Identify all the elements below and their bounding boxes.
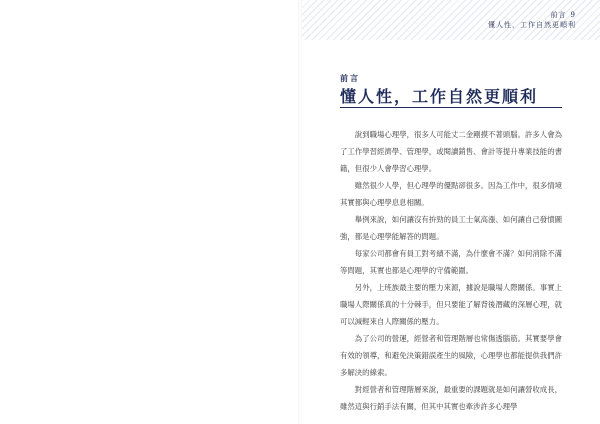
header-section-label: 前言 xyxy=(550,11,567,19)
title-divider xyxy=(340,107,562,108)
body-text xyxy=(340,126,562,415)
running-header-section xyxy=(551,10,576,20)
paragraph: 每家公司都會有員工對考績不滿，為什麼會不滿？如何消除不滿等問題，其實也都是心理學的守備範圍。 xyxy=(340,249,562,275)
chapter-title: 懂人性，工作自然更順利 xyxy=(340,87,539,106)
page-number: 9 xyxy=(570,11,576,19)
running-header-title: 懂人性，工作自然更順利 xyxy=(488,21,576,29)
paragraph: 對經營者和管理階層來說，最重要的課題就是如何讓營收成長，雖然這與行銷手法有關，但其中其實也牽涉許多心理學 xyxy=(340,385,562,411)
paragraph: 為了公司的營運，經營者和管理階層也常傷透腦筋。其實要學會有效的領導，和避免決策錯誤產生的風險，心理學也都能提供我們許多解決的線索。 xyxy=(340,334,562,377)
blank-area xyxy=(0,0,298,424)
paragraph: 另外，上班族最主要的壓力來源，據說是職場人際關係。事實上職場人際關係真的十分棘手，但只要能了解背後潛藏的深層心理，就可以減輕來自人際關係的壓力。 xyxy=(340,283,562,326)
chapter-label: 前言 xyxy=(340,73,360,83)
paragraph: 說到職場心理學，很多人可能丈二金剛摸不著頭腦。許多人會為了工作學習經濟學、管理學，或閱讀銷售、會計等提升專業技能的書籍，但很少人會學習心理學。 xyxy=(340,130,562,173)
paragraph: 雖然很少人學，但心理學的優點卻很多。因為工作中，很多情境其實都與心理學息息相關。 xyxy=(340,181,562,207)
paragraph: 舉例來說，如何讓沒有拚勁的員工士氣高漲、如何讓自己發憤圖強，都是心理學能解答的問題。 xyxy=(340,215,562,241)
